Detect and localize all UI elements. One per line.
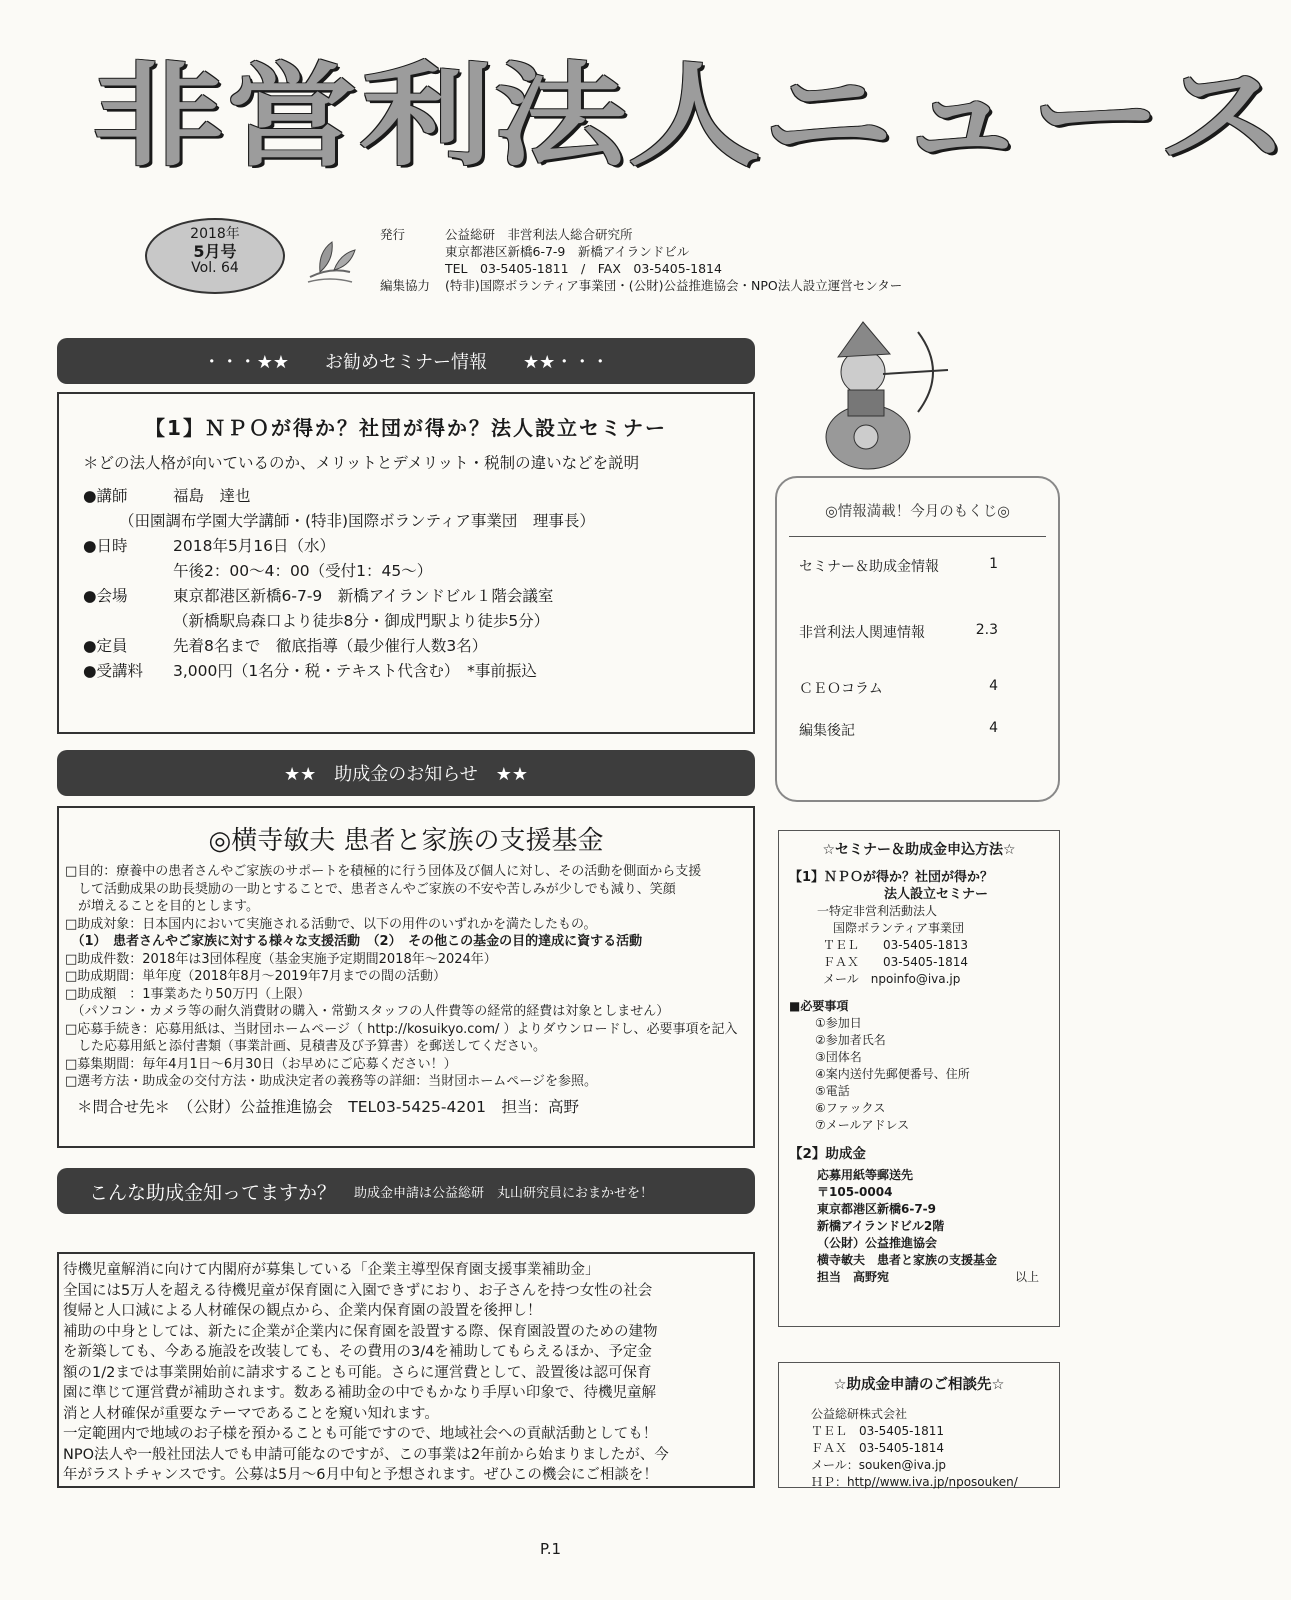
grant-apply-line: 応募用紙等郵送先	[817, 1168, 914, 1182]
subsidy-line: NPO法人や一般社団法人でも申請可能なのですが、この事業は2年前から始まりましたが、今	[63, 1446, 669, 1463]
publisher-row: TEL 03-5405-1811 / FAX 03-5405-1814	[445, 261, 722, 276]
subsidy-line: 園に準じて運営費が補助されます。数ある補助金の中でもかなり手厚い印象で、待機児童解	[63, 1385, 657, 1401]
end-mark: 以上	[1014, 1270, 1039, 1284]
required-item: ⑥ファックス	[815, 1101, 886, 1115]
subsidy-line: 復帰と人口減による人材確保の観点から、企業内保育園の設置を後押し！	[63, 1303, 542, 1319]
page-number: P.1	[540, 1540, 562, 1558]
grant-line: □助成額 ：1事業あたり50万円（上限）	[65, 986, 311, 1002]
required-item: ①参加日	[815, 1016, 862, 1030]
grant-apply-line: 担当 高野宛	[817, 1270, 890, 1284]
application-title: ☆セミナー＆助成金申込方法☆	[822, 842, 1016, 858]
publisher-row: 発行 公益総研 非営利法人総合研究所	[380, 227, 633, 242]
toc-divider	[789, 536, 1046, 537]
subsidy-header-main: こんな助成金知ってますか？	[89, 1181, 337, 1204]
grant-line: □選考方法・助成金の交付方法・助成決定者の義務等の詳細：当財団ホームページを参照。	[65, 1074, 598, 1089]
grant-apply-line: 新橋アイランドビル2階	[817, 1219, 945, 1233]
lecturer-row: ●講師 福島 達也	[83, 487, 251, 505]
grant-line: □募集期間：毎年4月1日～6月30日（お早めにご応募ください！）	[65, 1056, 457, 1072]
grant-line: □助成期間：単年度（2018年8月～2019年7月までの間の活動）	[65, 969, 446, 984]
fax-line: ＦＡＸ 03-5405-1814	[811, 1441, 945, 1455]
consultation-box	[778, 1362, 1060, 1488]
toc-heading: ◎情報満載！今月のもくじ◎	[825, 504, 1010, 520]
subsidy-box	[57, 1252, 755, 1488]
required-items-title: ■必要事項	[789, 999, 849, 1013]
grant-apply-line: （公財）公益推進協会	[817, 1236, 938, 1250]
required-item: ④案内送付先郵便番号、住所	[815, 1067, 970, 1081]
subsidy-header-sub: 助成金申請は公益総研 丸山研究員におまかせを！	[354, 1185, 654, 1201]
toc-item[interactable]: 編集後記 4	[799, 720, 998, 739]
grant-apply-line: 東京都港区新橋6-7-9	[817, 1202, 937, 1216]
grant-section-header: ★★ 助成金のお知らせ ★★	[57, 750, 755, 796]
homepage-link[interactable]: ＨＰ：http//www.iva.jp/nposouken/	[811, 1475, 1018, 1489]
grant-contact: ＊問合せ先＊ （公財）公益推進協会 TEL03-5425-4201 担当：高野	[77, 1097, 579, 1116]
tel-line: ＴＥＬ 03-5405-1813	[823, 938, 969, 952]
company-name: 公益総研株式会社	[811, 1407, 908, 1421]
seminar-apply-title: 【1】ＮＰＯが得か？社団が得か？	[789, 870, 994, 885]
required-item: ⑦メールアドレス	[815, 1118, 910, 1132]
subsidy-line: 全国には5万人を超える待機児童が保育園に入園できずにおり、お子さんを持つ女性の社会	[63, 1282, 653, 1299]
grant-line: して活動成果の助長奨励の一助とすることで、患者さんやご家族の不安や苦しみが少しでも減り、笑顔	[65, 881, 676, 897]
subsidy-section-header	[57, 1168, 755, 1214]
seminar-subtitle: ＊どの法人格が向いているのか、メリットとデメリット・税制の違いなどを説明	[83, 454, 640, 472]
issue-volume: Vol. 64	[191, 260, 239, 276]
grant-line: （1） 患者さんやご家族に対する様々な支援活動 （2） その他この基金の目的達成に資する活動	[65, 934, 643, 949]
grant-apply-title: 【2】助成金	[789, 1146, 866, 1162]
publisher-row: 東京都港区新橋6-7-9 新橋アイランドビル	[445, 244, 690, 259]
newsletter-title: 非営利法人ニュース	[92, 51, 1291, 182]
table-of-contents	[775, 476, 1060, 802]
issue-badge	[145, 218, 285, 294]
org-line: 国際ボランティア事業団	[833, 921, 965, 935]
venue-row: ●会場 東京都港区新橋6-7-9 新橋アイランドビル１階会議室	[83, 587, 554, 605]
grant-apply-line: 〒105-0004	[817, 1185, 893, 1199]
grant-line: □助成対象：日本国内において実施される活動で、以下の用件のいずれかを満たしたもの。	[65, 916, 597, 932]
mail-line: メール npoinfo@iva.jp	[823, 972, 961, 986]
seminar-section-header: ・・・★★ お勧めセミナー情報 ★★・・・	[57, 338, 755, 384]
subsidy-line: 一定範囲内で地域のお子様を預かることも可能ですので、地域社会への貢献活動としても！	[63, 1426, 658, 1442]
capacity-row: ●定員 先着8名まで 徹底指導（最少催行人数3名）	[83, 637, 488, 655]
time-value: 午後2：00～4：00（受付1：45～）	[173, 562, 433, 580]
required-item: ③団体名	[815, 1050, 862, 1064]
required-item: ⑤電話	[815, 1084, 850, 1098]
subsidy-line: 待機児童解消に向けて内閣府が募集している「企業主導型保育園支援事業補助金」	[63, 1262, 600, 1278]
grant-line: □応募手続き：応募用紙は、当財団ホームページ（ http://kosuikyo.com/ ）よりダウンロードし、必要事項を記入	[65, 1021, 738, 1037]
required-item: ②参加者氏名	[815, 1033, 886, 1047]
grant-line: □目的：療養中の患者さんやご家族のサポートを積極的に行う団体及び個人に対し、その活動を側面から支援	[65, 864, 702, 879]
leaf-logo-icon	[300, 232, 360, 292]
consultation-title: ☆助成金申請のご相談先☆	[833, 1377, 1005, 1393]
publisher-row: 編集協力 (特非)国際ボランティア事業団・(公財)公益推進協会・NPO法人設立運営センター	[380, 278, 903, 293]
grant-line: （パソコン・カメラ等の耐久消費財の購入・常勤スタッフの人件費等の経常的経費は対象としません）	[65, 1004, 670, 1019]
subsidy-line: 年がラストチャンスです。公募は5月～6月中旬と予想されます。ぜひこの機会にご相談を！	[63, 1467, 658, 1483]
grant-title: ◎横寺敏夫 患者と家族の支援基金	[208, 826, 604, 856]
publisher-info	[380, 226, 902, 294]
issue-year: 2018年	[190, 226, 240, 242]
subsidy-line: 補助の中身としては、新たに企業が企業内に保育園を設置する際、保育園設置のための建物	[63, 1323, 658, 1340]
org-line: 一特定非営利活動法人	[817, 904, 938, 918]
seminar-box	[57, 392, 755, 734]
venue-access: （新橋駅烏森口より徒歩8分・御成門駅より徒歩5分）	[173, 612, 550, 630]
seminar-title: 【1】ＮＰＯが得か？社団が得か？法人設立セミナー	[145, 416, 667, 440]
subsidy-line: 額の1/2までは事業開始前に請求することも可能。さらに運営費として、設置後は認可保育	[63, 1364, 652, 1381]
grant-line: が増えることを目的とします。	[65, 899, 259, 914]
fax-line: ＦＡＸ 03-5405-1814	[823, 955, 969, 969]
toc-item[interactable]: 非営利法人関連情報 2.3	[799, 622, 998, 641]
date-row: ●日時 2018年5月16日（水）	[83, 537, 336, 555]
archer-illustration-icon	[808, 312, 958, 472]
grant-apply-line: 横寺敏夫 患者と家族の支援基金	[817, 1253, 998, 1267]
fee-row: ●受講料 3,000円（1名分・税・テキスト代含む） *事前振込	[83, 662, 537, 680]
grant-box	[57, 806, 755, 1148]
tel-line: ＴＥＬ 03-5405-1811	[811, 1424, 945, 1438]
mail-link[interactable]: メール：souken@iva.jp	[811, 1458, 947, 1472]
issue-month: 5月号	[193, 242, 237, 261]
grant-line: した応募用紙と添付書類（事業計画、見積書及び予算書）を郵送してください。	[65, 1039, 547, 1054]
seminar-apply-title: 法人設立セミナー	[884, 887, 989, 902]
subsidy-line: 消と人材確保が重要なテーマであることを窺い知れます。	[63, 1405, 439, 1422]
toc-item[interactable]: セミナー＆助成金情報 1	[799, 556, 998, 575]
subsidy-line: を新築しても、今ある施設を改装しても、その費用の3/4を補助してもらえるほか、予定金	[63, 1344, 652, 1360]
application-box	[778, 830, 1060, 1327]
grant-line: □助成件数：2018年は3団体程度（基金実施予定期間2018年～2024年）	[65, 951, 497, 967]
lecturer-affiliation: （田園調布学園大学講師・(特非)国際ボランティア事業団 理事長）	[119, 512, 595, 530]
toc-item[interactable]: ＣＥＯコラム 4	[799, 678, 998, 697]
